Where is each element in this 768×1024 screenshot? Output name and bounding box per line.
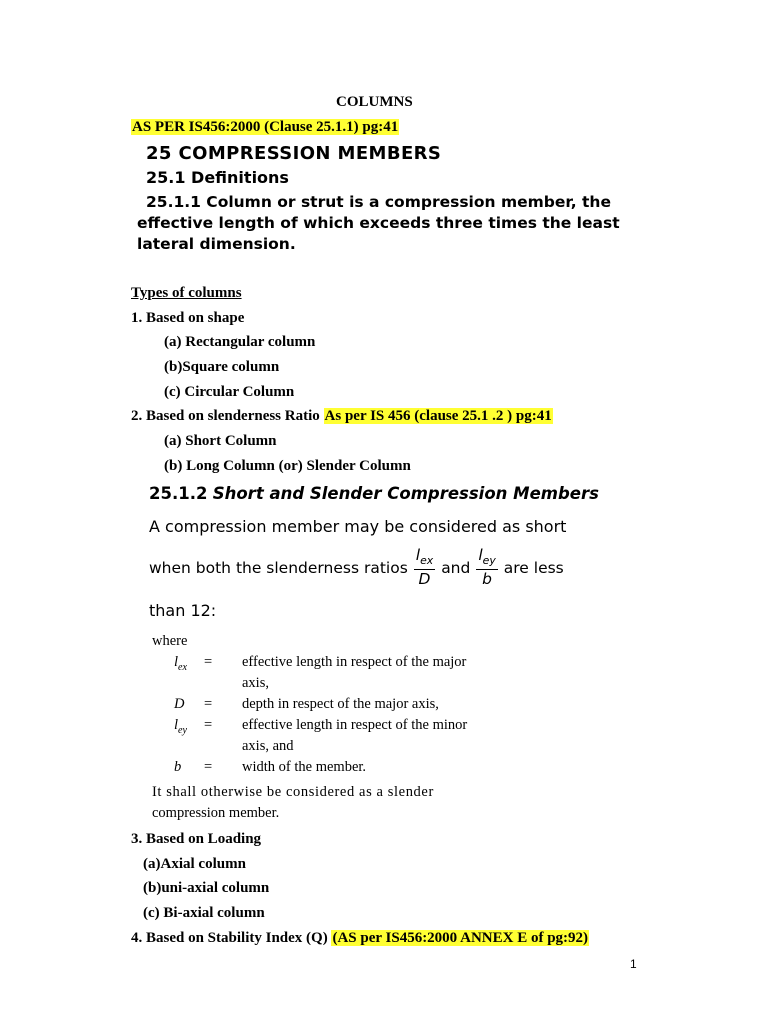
list-item: (b)uni-axial column	[143, 880, 270, 896]
reference-highlight: (AS per IS456:2000 ANNEX E of pg:92)	[332, 930, 589, 946]
fraction-subscript: ey	[482, 554, 496, 568]
excerpt2-line: than 12:	[149, 601, 217, 620]
page-number: 1	[630, 957, 637, 971]
definition-symbol	[174, 717, 204, 738]
equals: =	[204, 759, 213, 775]
closing-line: compression member.	[152, 805, 280, 821]
closing-line: It shall otherwise be considered as a slender	[152, 784, 434, 800]
list-item: (c) Circular Column	[164, 384, 295, 400]
excerpt2-heading-text: Short and Slender Compression Members	[212, 484, 599, 503]
list-heading-text: 2. Based on slenderness Ratio	[131, 408, 324, 424]
list-item: (a)Axial column	[143, 856, 246, 872]
definition-line: lateral dimension.	[137, 235, 296, 253]
ratio-fraction-ey	[476, 548, 497, 587]
definition-row	[174, 738, 534, 759]
list-item: (a) Short Column	[164, 433, 277, 449]
excerpt2-ratio-line	[149, 548, 564, 587]
list-heading	[131, 408, 553, 425]
symbol-subscript: ex	[178, 661, 188, 673]
symbol: l	[174, 654, 179, 670]
fraction-numerator: l	[415, 546, 421, 564]
symbol-subscript: ey	[178, 724, 188, 736]
reference-highlight: As per IS 456 (clause 25.1 .2 ) pg:41	[324, 408, 552, 424]
definition-row	[174, 759, 534, 780]
definition-row	[174, 696, 534, 717]
excerpt2-and: and	[441, 558, 471, 577]
definition-text: axis,	[242, 675, 269, 691]
list-heading: 1. Based on shape	[131, 310, 245, 326]
list-heading: 3. Based on Loading	[131, 831, 262, 847]
ratio-fraction-ex	[414, 548, 435, 587]
equals: =	[204, 696, 213, 712]
definition-text: effective length in respect of the major	[242, 654, 467, 670]
symbol: l	[174, 717, 179, 733]
definition-row	[174, 654, 534, 675]
equals: =	[204, 654, 213, 670]
definition-symbol	[174, 675, 204, 696]
definition-row	[174, 675, 534, 696]
definition-symbol: D	[174, 696, 185, 712]
definition-line: effective length of which exceeds three times the least	[137, 214, 620, 232]
definition-list	[174, 654, 534, 780]
page-title: COLUMNS	[336, 94, 413, 110]
excerpt-subheading: 25.1 Definitions	[146, 168, 289, 187]
list-item: (a) Rectangular column	[164, 334, 316, 350]
definition-symbol	[174, 738, 204, 759]
equals	[204, 738, 242, 759]
list-heading-text: 4. Based on Stability Index (Q)	[131, 930, 332, 946]
excerpt2-heading-number: 25.1.2	[149, 484, 208, 503]
section-heading: Types of columns	[131, 285, 242, 301]
definition-symbol	[174, 654, 204, 675]
definition-text: effective length in respect of the minor	[242, 717, 468, 733]
excerpt2-line-part: are less	[503, 558, 564, 577]
reference-highlight: AS PER IS456:2000 (Clause 25.1.1) pg:41	[132, 119, 399, 135]
list-item: (b)Square column	[164, 359, 280, 375]
list-item: (b) Long Column (or) Slender Column	[164, 458, 411, 474]
definition-text: width of the member.	[242, 759, 367, 775]
excerpt2-heading	[149, 484, 599, 503]
fraction-subscript: ex	[420, 554, 434, 568]
where-label: where	[152, 633, 188, 649]
excerpt-heading: 25 COMPRESSION MEMBERS	[146, 143, 442, 164]
definition-row	[174, 717, 534, 738]
definition-line: 25.1.1 Column or strut is a compression member, the	[146, 193, 611, 211]
list-heading	[131, 930, 589, 947]
equals	[204, 675, 242, 696]
fraction-numerator: l	[478, 546, 483, 564]
excerpt2-line: A compression member may be considered as short	[149, 517, 567, 536]
definition-text: depth in respect of the major axis,	[242, 696, 439, 712]
excerpt2-line-part: when both the slenderness ratios	[149, 558, 408, 577]
definition-text: axis, and	[242, 738, 294, 754]
fraction-denominator: b	[482, 569, 492, 588]
reference-line-1	[131, 119, 399, 136]
fraction-denominator: D	[418, 569, 431, 588]
list-item: (c) Bi-axial column	[143, 905, 265, 921]
equals: =	[204, 717, 213, 733]
definition-symbol: b	[174, 759, 182, 775]
